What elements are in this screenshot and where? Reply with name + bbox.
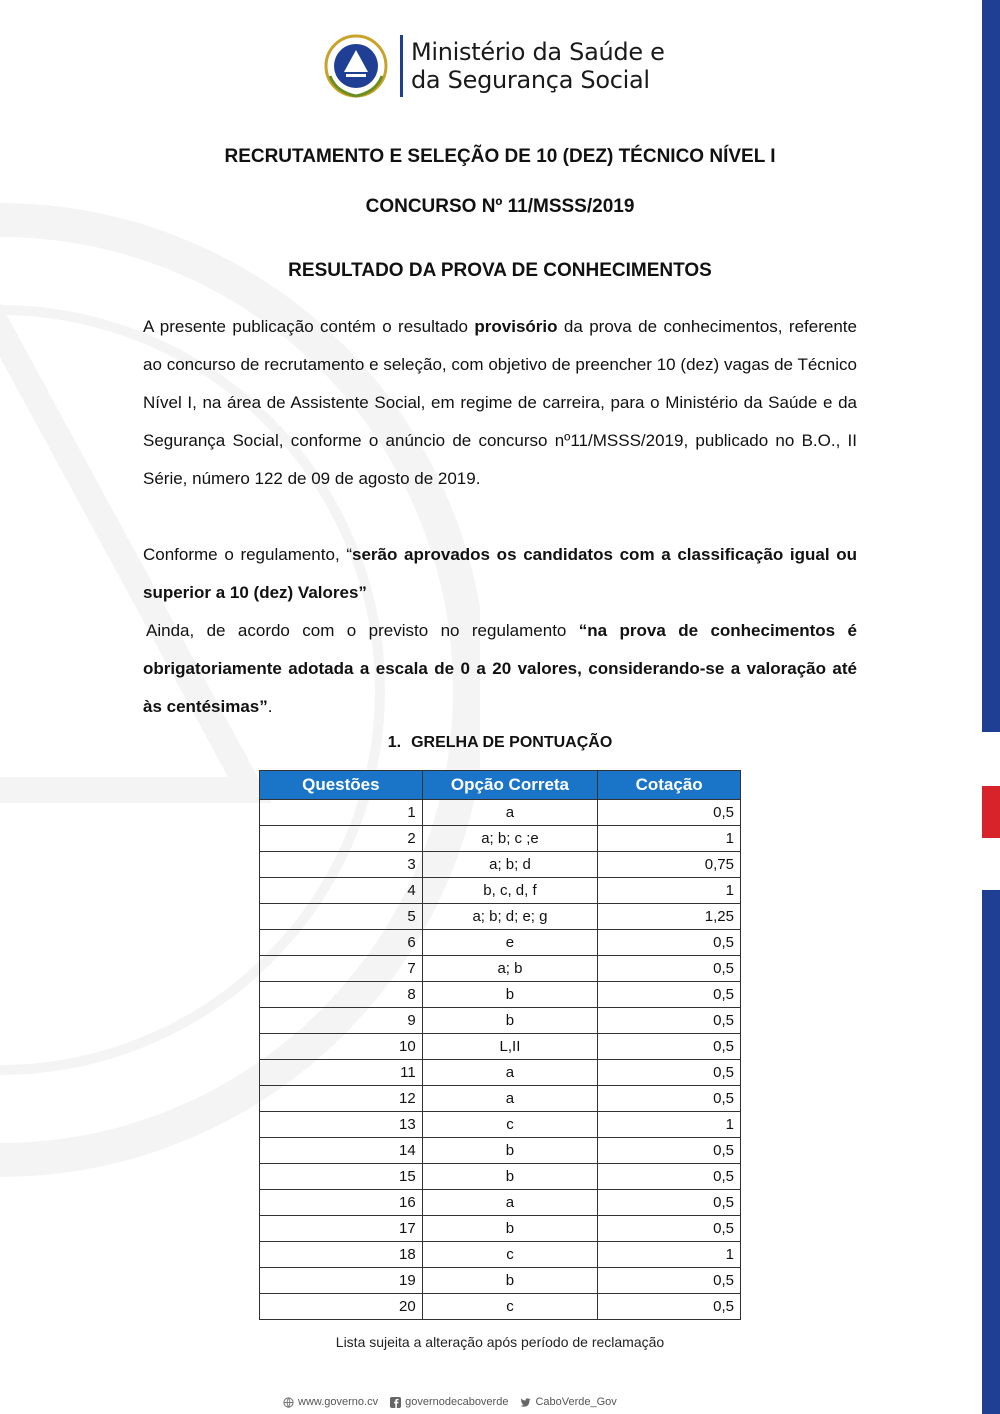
correct-option-cell: a — [422, 1060, 598, 1086]
correct-option-cell: b — [422, 982, 598, 1008]
score-cell: 1 — [598, 1242, 741, 1268]
regulation-paragraph — [143, 536, 857, 612]
header-correct-option: Opção Correta — [422, 771, 598, 800]
question-number-cell: 20 — [260, 1294, 423, 1320]
question-number-cell: 8 — [260, 982, 423, 1008]
score-cell: 0,5 — [598, 930, 741, 956]
disclaimer-note: Lista sujeita a alteração após período de reclamação — [335, 1334, 665, 1350]
document-title: RECRUTAMENTO E SELEÇÃO DE 10 (DEZ) TÉCNICO NÍVEL I — [224, 146, 776, 167]
table-row — [260, 1268, 741, 1294]
correct-option-cell: b — [422, 1268, 598, 1294]
table-row — [260, 956, 741, 982]
ministry-header — [322, 32, 665, 100]
correct-option-cell: c — [422, 1242, 598, 1268]
score-cell: 1 — [598, 826, 741, 852]
question-number-cell: 7 — [260, 956, 423, 982]
intro-text-start: A presente publicação contém o resultado — [143, 317, 475, 336]
question-number-cell: 13 — [260, 1112, 423, 1138]
scale-text-end: . — [267, 697, 273, 716]
correct-option-cell: a; b; c ;e — [422, 826, 598, 852]
question-number-cell: 15 — [260, 1164, 423, 1190]
question-number-cell: 19 — [260, 1268, 423, 1294]
globe-icon — [283, 1397, 294, 1408]
correct-option-cell: c — [422, 1112, 598, 1138]
twitter-link[interactable]: CaboVerde_Gov — [535, 1396, 617, 1408]
ministry-name — [411, 38, 665, 94]
flag-stripe-red — [982, 786, 1000, 838]
table-row — [260, 800, 741, 826]
correct-option-cell: b — [422, 1164, 598, 1190]
question-number-cell: 4 — [260, 878, 423, 904]
table-row — [260, 930, 741, 956]
correct-option-cell: a — [422, 800, 598, 826]
score-cell: 1 — [598, 1112, 741, 1138]
question-number-cell: 17 — [260, 1216, 423, 1242]
footer-facebook[interactable] — [390, 1396, 508, 1408]
table-row — [260, 1164, 741, 1190]
question-number-cell: 3 — [260, 852, 423, 878]
footer-twitter[interactable] — [520, 1396, 616, 1408]
correct-option-cell: a; b — [422, 956, 598, 982]
table-row — [260, 1294, 741, 1320]
intro-text-end: da prova de conhecimentos, referente ao concurso de recrutamento e seleção, com objetivo de preencher 10 (dez) vagas de Técnico Nível I, na área de Assistente Social, em regime de carreira, para o Ministério da Saúde e da Segurança Social, conforme o anúncio de concurso nº11/MSSS/2019, publicado no B.O., II Série, número 122 de 09 de agosto de 2019. — [143, 317, 857, 488]
regulation-text-bold: serão aprovados os candidatos com a classificação igual ou superior a 10 (dez) Valores” — [143, 545, 857, 602]
question-number-cell: 10 — [260, 1034, 423, 1060]
result-heading: RESULTADO DA PROVA DE CONHECIMENTOS — [288, 260, 712, 281]
twitter-icon — [520, 1397, 531, 1408]
table-row — [260, 1138, 741, 1164]
question-number-cell: 9 — [260, 1008, 423, 1034]
table-row — [260, 1060, 741, 1086]
score-cell: 0,5 — [598, 1268, 741, 1294]
scale-paragraph — [143, 612, 857, 726]
score-cell: 0,5 — [598, 982, 741, 1008]
question-number-cell: 2 — [260, 826, 423, 852]
table-row — [260, 1190, 741, 1216]
scale-text-bold: “na prova de conhecimentos é obrigatoriamente adotada a escala de 0 a 20 valores, considerando-se a valoração até às centésimas” — [143, 621, 857, 716]
score-cell: 0,5 — [598, 1216, 741, 1242]
score-cell: 0,5 — [598, 1086, 741, 1112]
ministry-name-line1: Ministério da Saúde e — [411, 38, 665, 66]
contest-number: CONCURSO Nº 11/MSSS/2019 — [365, 196, 635, 217]
regulation-text-start: Conforme o regulamento, “ — [143, 545, 352, 564]
question-number-cell: 6 — [260, 930, 423, 956]
table-row — [260, 852, 741, 878]
footer-website[interactable] — [283, 1396, 378, 1408]
correct-option-cell: a — [422, 1190, 598, 1216]
website-link[interactable]: www.governo.cv — [298, 1396, 379, 1408]
section-title: GRELHA DE PONTUAÇÃO — [411, 734, 613, 751]
facebook-icon — [390, 1397, 401, 1408]
correct-option-cell: L,II — [422, 1034, 598, 1060]
question-number-cell: 12 — [260, 1086, 423, 1112]
score-cell: 0,5 — [598, 1060, 741, 1086]
question-number-cell: 1 — [260, 800, 423, 826]
correct-option-cell: c — [422, 1294, 598, 1320]
header-divider — [400, 35, 403, 97]
score-cell: 1,25 — [598, 904, 741, 930]
question-number-cell: 11 — [260, 1060, 423, 1086]
flag-stripe-blue-top — [982, 0, 1000, 732]
section-number: 1. — [387, 734, 402, 751]
score-cell: 0,5 — [598, 800, 741, 826]
table-row — [260, 1086, 741, 1112]
table-row — [260, 904, 741, 930]
header-questions: Questões — [260, 771, 423, 800]
score-cell: 0,5 — [598, 1190, 741, 1216]
question-number-cell: 5 — [260, 904, 423, 930]
question-number-cell: 16 — [260, 1190, 423, 1216]
score-cell: 0,5 — [598, 1164, 741, 1190]
scale-text-start: Ainda, de acordo com o previsto no regulamento — [146, 621, 579, 640]
table-row — [260, 1034, 741, 1060]
coat-of-arms-icon — [322, 32, 390, 100]
header-score: Cotação — [598, 771, 741, 800]
correct-option-cell: a; b; d — [422, 852, 598, 878]
score-cell: 0,5 — [598, 1294, 741, 1320]
correct-option-cell: b — [422, 1008, 598, 1034]
question-number-cell: 14 — [260, 1138, 423, 1164]
footer — [283, 1396, 629, 1408]
table-row — [260, 826, 741, 852]
table-row — [260, 1242, 741, 1268]
score-cell: 0,75 — [598, 852, 741, 878]
score-cell: 0,5 — [598, 1034, 741, 1060]
score-cell: 0,5 — [598, 956, 741, 982]
correct-option-cell: b — [422, 1138, 598, 1164]
correct-option-cell: a; b; d; e; g — [422, 904, 598, 930]
correct-option-cell: a — [422, 1086, 598, 1112]
correct-option-cell: b, c, d, f — [422, 878, 598, 904]
correct-option-cell: e — [422, 930, 598, 956]
table-row — [260, 982, 741, 1008]
ministry-name-line2: da Segurança Social — [411, 66, 650, 94]
section-heading — [0, 734, 1000, 752]
table-row — [260, 1008, 741, 1034]
correct-option-cell: b — [422, 1216, 598, 1242]
intro-paragraph — [143, 308, 857, 498]
score-cell: 1 — [598, 878, 741, 904]
score-cell: 0,5 — [598, 1138, 741, 1164]
table-row — [260, 1216, 741, 1242]
score-table — [259, 770, 741, 1320]
table-row — [260, 1112, 741, 1138]
facebook-link[interactable]: governodecaboverde — [405, 1396, 509, 1408]
question-number-cell: 18 — [260, 1242, 423, 1268]
table-header-row — [260, 771, 741, 800]
intro-text-bold: provisório — [474, 317, 558, 336]
table-row — [260, 878, 741, 904]
score-cell: 0,5 — [598, 1008, 741, 1034]
